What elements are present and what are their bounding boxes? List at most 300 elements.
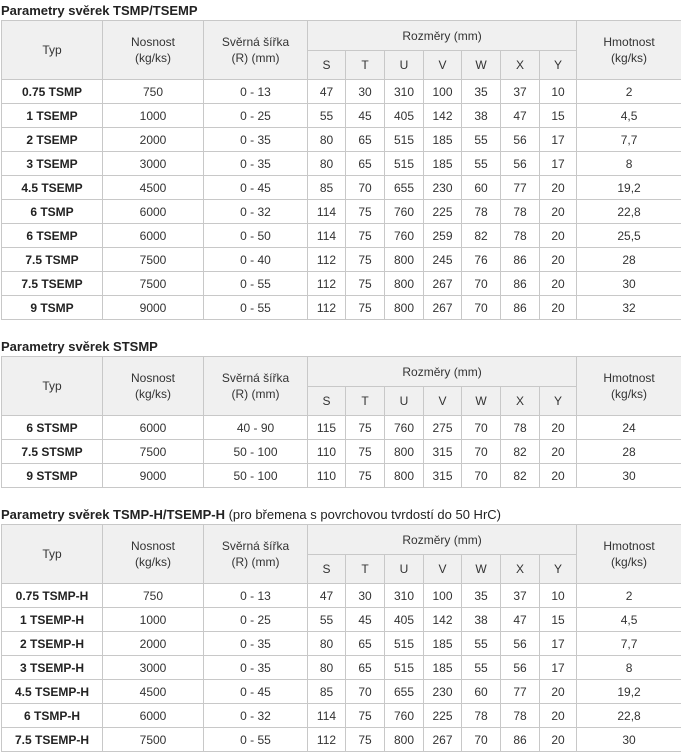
type-cell: 7.5 TSMP xyxy=(2,248,103,272)
section-title-text: Parametry svěrek TSMP-H/TSEMP-H xyxy=(1,507,225,522)
value-cell: 80 xyxy=(308,656,346,680)
table-row xyxy=(2,632,681,656)
header-nosnost xyxy=(103,357,204,416)
value-cell: 267 xyxy=(424,728,462,752)
header-rozmery: Rozměry (mm) xyxy=(308,21,577,51)
header-dim: S xyxy=(308,387,346,416)
header-sverna-sirka xyxy=(204,357,308,416)
value-cell: 55 xyxy=(462,632,501,656)
value-cell: 24 xyxy=(577,416,681,440)
value-cell: 47 xyxy=(308,80,346,104)
value-cell: 75 xyxy=(346,248,385,272)
value-cell: 30 xyxy=(577,464,681,488)
value-cell: 20 xyxy=(540,224,577,248)
value-cell: 100 xyxy=(424,80,462,104)
value-cell: 142 xyxy=(424,608,462,632)
value-cell: 142 xyxy=(424,104,462,128)
value-cell: 35 xyxy=(462,584,501,608)
header-nosnost-label: Nosnost xyxy=(131,35,175,49)
header-dim: U xyxy=(385,387,424,416)
value-cell: 76 xyxy=(462,248,501,272)
value-cell: 45 xyxy=(346,104,385,128)
value-cell: 65 xyxy=(346,152,385,176)
value-cell: 70 xyxy=(462,272,501,296)
value-cell: 259 xyxy=(424,224,462,248)
value-cell: 28 xyxy=(577,440,681,464)
header-sverna-sirka xyxy=(204,525,308,584)
value-cell: 405 xyxy=(385,608,424,632)
table-row xyxy=(2,704,681,728)
value-cell: 0 - 35 xyxy=(204,656,308,680)
value-cell: 38 xyxy=(462,104,501,128)
value-cell: 17 xyxy=(540,152,577,176)
value-cell: 19,2 xyxy=(577,176,681,200)
value-cell: 19,2 xyxy=(577,680,681,704)
value-cell: 37 xyxy=(501,80,540,104)
value-cell: 800 xyxy=(385,296,424,320)
type-cell: 6 TSMP xyxy=(2,200,103,224)
header-sverna-label: Svěrná šířka xyxy=(222,539,289,553)
section-title-text: Parametry svěrek STSMP xyxy=(1,339,158,354)
value-cell: 65 xyxy=(346,128,385,152)
value-cell: 7500 xyxy=(103,272,204,296)
value-cell: 75 xyxy=(346,272,385,296)
value-cell: 20 xyxy=(540,440,577,464)
value-cell: 70 xyxy=(462,296,501,320)
value-cell: 7500 xyxy=(103,728,204,752)
value-cell: 80 xyxy=(308,632,346,656)
header-nosnost-label: Nosnost xyxy=(131,371,175,385)
value-cell: 230 xyxy=(424,680,462,704)
header-dim: W xyxy=(462,555,501,584)
value-cell: 77 xyxy=(501,176,540,200)
value-cell: 8 xyxy=(577,656,681,680)
value-cell: 32 xyxy=(577,296,681,320)
value-cell: 86 xyxy=(501,728,540,752)
value-cell: 750 xyxy=(103,80,204,104)
type-cell: 2 TSEMP xyxy=(2,128,103,152)
value-cell: 2000 xyxy=(103,632,204,656)
value-cell: 70 xyxy=(462,728,501,752)
value-cell: 78 xyxy=(462,200,501,224)
value-cell: 37 xyxy=(501,584,540,608)
header-hmotnost-unit: (kg/ks) xyxy=(611,555,647,569)
header-dim: T xyxy=(346,387,385,416)
table-row xyxy=(2,608,681,632)
table-row xyxy=(2,464,681,488)
header-dim: V xyxy=(424,51,462,80)
value-cell: 0 - 25 xyxy=(204,104,308,128)
value-cell: 20 xyxy=(540,176,577,200)
value-cell: 185 xyxy=(424,128,462,152)
value-cell: 275 xyxy=(424,416,462,440)
type-cell: 3 TSEMP xyxy=(2,152,103,176)
value-cell: 515 xyxy=(385,128,424,152)
value-cell: 60 xyxy=(462,680,501,704)
value-cell: 7500 xyxy=(103,440,204,464)
value-cell: 760 xyxy=(385,416,424,440)
value-cell: 0 - 35 xyxy=(204,152,308,176)
value-cell: 75 xyxy=(346,704,385,728)
value-cell: 310 xyxy=(385,584,424,608)
parameters-table xyxy=(1,20,681,320)
header-sverna-label: Svěrná šířka xyxy=(222,35,289,49)
value-cell: 3000 xyxy=(103,656,204,680)
value-cell: 75 xyxy=(346,200,385,224)
value-cell: 30 xyxy=(577,272,681,296)
value-cell: 515 xyxy=(385,632,424,656)
document xyxy=(0,2,681,752)
value-cell: 70 xyxy=(346,680,385,704)
value-cell: 9000 xyxy=(103,464,204,488)
value-cell: 4500 xyxy=(103,176,204,200)
value-cell: 50 - 100 xyxy=(204,464,308,488)
header-hmotnost-label: Hmotnost xyxy=(603,35,654,49)
header-dim: W xyxy=(462,387,501,416)
value-cell: 4,5 xyxy=(577,608,681,632)
header-hmotnost-unit: (kg/ks) xyxy=(611,387,647,401)
value-cell: 30 xyxy=(346,584,385,608)
header-dim: Y xyxy=(540,387,577,416)
value-cell: 70 xyxy=(462,464,501,488)
value-cell: 1000 xyxy=(103,104,204,128)
value-cell: 4500 xyxy=(103,680,204,704)
value-cell: 0 - 13 xyxy=(204,584,308,608)
value-cell: 1000 xyxy=(103,608,204,632)
value-cell: 20 xyxy=(540,704,577,728)
value-cell: 0 - 45 xyxy=(204,680,308,704)
value-cell: 80 xyxy=(308,152,346,176)
header-dim: X xyxy=(501,51,540,80)
value-cell: 315 xyxy=(424,464,462,488)
value-cell: 15 xyxy=(540,608,577,632)
value-cell: 55 xyxy=(462,128,501,152)
value-cell: 230 xyxy=(424,176,462,200)
type-cell: 1 TSEMP xyxy=(2,104,103,128)
value-cell: 86 xyxy=(501,272,540,296)
header-hmotnost-label: Hmotnost xyxy=(603,371,654,385)
value-cell: 85 xyxy=(308,680,346,704)
value-cell: 112 xyxy=(308,728,346,752)
section-title xyxy=(0,338,681,356)
header-dim: U xyxy=(385,51,424,80)
value-cell: 760 xyxy=(385,704,424,728)
value-cell: 70 xyxy=(346,176,385,200)
header-dim: U xyxy=(385,555,424,584)
value-cell: 20 xyxy=(540,464,577,488)
value-cell: 35 xyxy=(462,80,501,104)
header-dim: Y xyxy=(540,555,577,584)
value-cell: 78 xyxy=(501,416,540,440)
value-cell: 2000 xyxy=(103,128,204,152)
header-hmotnost xyxy=(577,21,681,80)
value-cell: 28 xyxy=(577,248,681,272)
value-cell: 750 xyxy=(103,584,204,608)
table-row xyxy=(2,656,681,680)
value-cell: 315 xyxy=(424,440,462,464)
value-cell: 225 xyxy=(424,200,462,224)
table-row xyxy=(2,296,681,320)
value-cell: 0 - 32 xyxy=(204,704,308,728)
value-cell: 75 xyxy=(346,440,385,464)
section-title xyxy=(0,2,681,20)
value-cell: 15 xyxy=(540,104,577,128)
value-cell: 9000 xyxy=(103,296,204,320)
header-rozmery: Rozměry (mm) xyxy=(308,357,577,387)
value-cell: 78 xyxy=(501,704,540,728)
value-cell: 267 xyxy=(424,296,462,320)
type-cell: 9 STSMP xyxy=(2,464,103,488)
value-cell: 56 xyxy=(501,152,540,176)
value-cell: 25,5 xyxy=(577,224,681,248)
header-sverna-unit: (R) (mm) xyxy=(232,51,280,65)
section-title-note: (pro břemena s povrchovou tvrdostí do 50 HrC) xyxy=(225,507,501,522)
value-cell: 30 xyxy=(346,80,385,104)
value-cell: 112 xyxy=(308,272,346,296)
value-cell: 115 xyxy=(308,416,346,440)
table-row xyxy=(2,152,681,176)
value-cell: 10 xyxy=(540,80,577,104)
value-cell: 310 xyxy=(385,80,424,104)
value-cell: 10 xyxy=(540,584,577,608)
header-hmotnost-label: Hmotnost xyxy=(603,539,654,553)
header-dim: W xyxy=(462,51,501,80)
value-cell: 30 xyxy=(577,728,681,752)
header-sverna-label: Svěrná šířka xyxy=(222,371,289,385)
value-cell: 20 xyxy=(540,680,577,704)
parameters-table xyxy=(1,356,681,488)
type-cell: 0.75 TSMP-H xyxy=(2,584,103,608)
header-nosnost-label: Nosnost xyxy=(131,539,175,553)
header-dim: T xyxy=(346,555,385,584)
value-cell: 38 xyxy=(462,608,501,632)
value-cell: 3000 xyxy=(103,152,204,176)
type-cell: 6 TSMP-H xyxy=(2,704,103,728)
type-cell: 7.5 TSEMP xyxy=(2,272,103,296)
table-row xyxy=(2,176,681,200)
table-row xyxy=(2,104,681,128)
value-cell: 17 xyxy=(540,128,577,152)
type-cell: 3 TSEMP-H xyxy=(2,656,103,680)
header-dim: V xyxy=(424,555,462,584)
value-cell: 22,8 xyxy=(577,704,681,728)
value-cell: 75 xyxy=(346,296,385,320)
table-row xyxy=(2,728,681,752)
value-cell: 20 xyxy=(540,296,577,320)
value-cell: 114 xyxy=(308,200,346,224)
header-dim: Y xyxy=(540,51,577,80)
value-cell: 405 xyxy=(385,104,424,128)
type-cell: 0.75 TSMP xyxy=(2,80,103,104)
header-nosnost-unit: (kg/ks) xyxy=(135,51,171,65)
header-dim: S xyxy=(308,51,346,80)
value-cell: 800 xyxy=(385,464,424,488)
value-cell: 267 xyxy=(424,272,462,296)
value-cell: 20 xyxy=(540,272,577,296)
value-cell: 6000 xyxy=(103,704,204,728)
value-cell: 55 xyxy=(462,152,501,176)
value-cell: 800 xyxy=(385,248,424,272)
value-cell: 245 xyxy=(424,248,462,272)
value-cell: 82 xyxy=(501,464,540,488)
value-cell: 80 xyxy=(308,128,346,152)
table-row xyxy=(2,680,681,704)
table-row xyxy=(2,440,681,464)
value-cell: 0 - 25 xyxy=(204,608,308,632)
value-cell: 225 xyxy=(424,704,462,728)
value-cell: 17 xyxy=(540,656,577,680)
value-cell: 78 xyxy=(501,200,540,224)
header-dim: T xyxy=(346,51,385,80)
value-cell: 0 - 55 xyxy=(204,272,308,296)
value-cell: 50 - 100 xyxy=(204,440,308,464)
value-cell: 0 - 35 xyxy=(204,128,308,152)
type-cell: 4.5 TSEMP-H xyxy=(2,680,103,704)
header-nosnost xyxy=(103,21,204,80)
value-cell: 0 - 40 xyxy=(204,248,308,272)
value-cell: 70 xyxy=(462,440,501,464)
table-row xyxy=(2,584,681,608)
header-hmotnost xyxy=(577,357,681,416)
value-cell: 760 xyxy=(385,224,424,248)
value-cell: 47 xyxy=(308,584,346,608)
table-row xyxy=(2,272,681,296)
value-cell: 6000 xyxy=(103,224,204,248)
value-cell: 114 xyxy=(308,224,346,248)
header-sverna-sirka xyxy=(204,21,308,80)
header-typ: Typ xyxy=(2,525,103,584)
value-cell: 515 xyxy=(385,656,424,680)
value-cell: 800 xyxy=(385,728,424,752)
value-cell: 40 - 90 xyxy=(204,416,308,440)
type-cell: 4.5 TSEMP xyxy=(2,176,103,200)
value-cell: 56 xyxy=(501,128,540,152)
header-sverna-unit: (R) (mm) xyxy=(232,555,280,569)
section-title-text: Parametry svěrek TSMP/TSEMP xyxy=(1,3,198,18)
value-cell: 100 xyxy=(424,584,462,608)
value-cell: 4,5 xyxy=(577,104,681,128)
value-cell: 56 xyxy=(501,632,540,656)
header-typ: Typ xyxy=(2,357,103,416)
value-cell: 0 - 35 xyxy=(204,632,308,656)
parameters-table xyxy=(1,524,681,752)
type-cell: 6 STSMP xyxy=(2,416,103,440)
value-cell: 86 xyxy=(501,248,540,272)
value-cell: 114 xyxy=(308,704,346,728)
value-cell: 7,7 xyxy=(577,128,681,152)
value-cell: 55 xyxy=(308,104,346,128)
value-cell: 185 xyxy=(424,656,462,680)
value-cell: 85 xyxy=(308,176,346,200)
type-cell: 1 TSEMP-H xyxy=(2,608,103,632)
value-cell: 110 xyxy=(308,464,346,488)
value-cell: 75 xyxy=(346,224,385,248)
type-cell: 2 TSEMP-H xyxy=(2,632,103,656)
value-cell: 0 - 55 xyxy=(204,296,308,320)
value-cell: 20 xyxy=(540,200,577,224)
value-cell: 0 - 45 xyxy=(204,176,308,200)
table-row xyxy=(2,224,681,248)
header-dim: X xyxy=(501,555,540,584)
value-cell: 45 xyxy=(346,608,385,632)
type-cell: 7.5 STSMP xyxy=(2,440,103,464)
value-cell: 760 xyxy=(385,200,424,224)
value-cell: 60 xyxy=(462,176,501,200)
value-cell: 47 xyxy=(501,104,540,128)
table-row xyxy=(2,248,681,272)
value-cell: 655 xyxy=(385,176,424,200)
value-cell: 86 xyxy=(501,296,540,320)
value-cell: 82 xyxy=(462,224,501,248)
value-cell: 17 xyxy=(540,632,577,656)
value-cell: 185 xyxy=(424,632,462,656)
header-nosnost xyxy=(103,525,204,584)
value-cell: 78 xyxy=(462,704,501,728)
value-cell: 75 xyxy=(346,728,385,752)
value-cell: 82 xyxy=(501,440,540,464)
header-dim: S xyxy=(308,555,346,584)
header-hmotnost-unit: (kg/ks) xyxy=(611,51,647,65)
type-cell: 7.5 TSEMP-H xyxy=(2,728,103,752)
value-cell: 800 xyxy=(385,440,424,464)
value-cell: 47 xyxy=(501,608,540,632)
value-cell: 7,7 xyxy=(577,632,681,656)
value-cell: 70 xyxy=(462,416,501,440)
value-cell: 55 xyxy=(308,608,346,632)
header-nosnost-unit: (kg/ks) xyxy=(135,555,171,569)
header-hmotnost xyxy=(577,525,681,584)
header-dim: V xyxy=(424,387,462,416)
table-row xyxy=(2,200,681,224)
header-dim: X xyxy=(501,387,540,416)
value-cell: 6000 xyxy=(103,416,204,440)
value-cell: 110 xyxy=(308,440,346,464)
value-cell: 77 xyxy=(501,680,540,704)
table-row xyxy=(2,128,681,152)
type-cell: 9 TSMP xyxy=(2,296,103,320)
value-cell: 800 xyxy=(385,272,424,296)
value-cell: 185 xyxy=(424,152,462,176)
table-row xyxy=(2,80,681,104)
value-cell: 22,8 xyxy=(577,200,681,224)
header-nosnost-unit: (kg/ks) xyxy=(135,387,171,401)
value-cell: 0 - 32 xyxy=(204,200,308,224)
value-cell: 2 xyxy=(577,584,681,608)
value-cell: 65 xyxy=(346,632,385,656)
value-cell: 7500 xyxy=(103,248,204,272)
value-cell: 78 xyxy=(501,224,540,248)
value-cell: 6000 xyxy=(103,200,204,224)
value-cell: 515 xyxy=(385,152,424,176)
value-cell: 75 xyxy=(346,416,385,440)
value-cell: 20 xyxy=(540,728,577,752)
header-sverna-unit: (R) (mm) xyxy=(232,387,280,401)
header-typ: Typ xyxy=(2,21,103,80)
value-cell: 0 - 13 xyxy=(204,80,308,104)
value-cell: 112 xyxy=(308,248,346,272)
value-cell: 55 xyxy=(462,656,501,680)
header-rozmery: Rozměry (mm) xyxy=(308,525,577,555)
value-cell: 655 xyxy=(385,680,424,704)
value-cell: 20 xyxy=(540,416,577,440)
value-cell: 8 xyxy=(577,152,681,176)
value-cell: 2 xyxy=(577,80,681,104)
value-cell: 112 xyxy=(308,296,346,320)
type-cell: 6 TSEMP xyxy=(2,224,103,248)
table-row xyxy=(2,416,681,440)
value-cell: 0 - 55 xyxy=(204,728,308,752)
value-cell: 65 xyxy=(346,656,385,680)
